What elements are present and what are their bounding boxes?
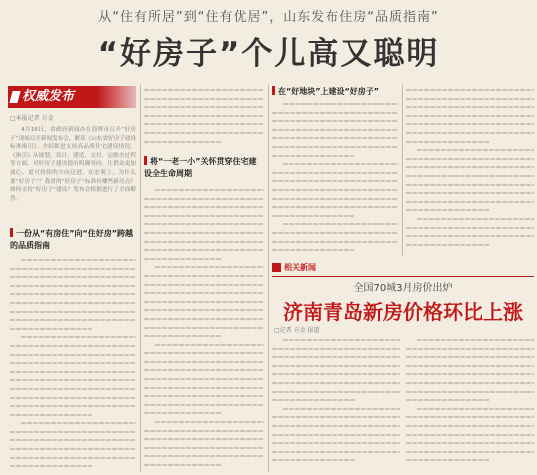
article-column-2-lower — [144, 186, 264, 472]
section-tag-mark — [9, 91, 20, 103]
article-column-3-body — [272, 100, 398, 256]
subhead-2-text: 在“好地块”上建设“好房子” — [278, 87, 380, 96]
related-news-tag — [272, 260, 352, 276]
related-news-kicker: 全国70城3月房价出炉 — [353, 283, 453, 294]
article-column-2-body — [144, 86, 264, 150]
section-tag — [8, 86, 136, 108]
byline: □本报记者 方金 — [10, 115, 54, 122]
subhead-bar — [272, 86, 275, 95]
divider — [268, 84, 269, 472]
divider — [402, 84, 403, 256]
related-column-1-body — [272, 336, 400, 472]
lead-text: 4月16日，省政府新闻办在淄博市召开“好房子”现场召开新闻发布会，解读《山东省好房子建设标准指引》。介绍推进支持高品质住宅建设情况。《指引》从规划、设计、建造、交付、运维全过程等方面，对好房子建设提出明确导向，让群众更加放心、更可持续的方向迈进。在宏观上，为什么要“好房子”？我省的“好房子”标准有哪些新亮点？如何支持“好房子”建设？发布会根据进行了全面解答。 — [10, 127, 136, 202]
subhead-bar — [144, 156, 147, 165]
divider — [140, 84, 141, 472]
page-title: “好房子”个儿高又聪明 — [97, 36, 440, 72]
article-column-1-body — [10, 256, 136, 470]
related-news-rule — [272, 276, 534, 277]
related-column-2-body — [406, 336, 534, 472]
kicker: 从“住有所居”到“住有优居”，山东发布住房“品质指南” — [98, 10, 439, 25]
related-news-label: 相关新闻 — [284, 263, 316, 272]
lead-paragraph — [10, 126, 136, 222]
subhead-1-text: 一份从“有房住”向“住好房”跨越的品质指南 — [10, 229, 134, 250]
subhead-bar — [10, 228, 13, 237]
related-news-marker — [272, 263, 281, 272]
subhead-3-text: 将“一老一小”关怀贯穿住宅建设全生命周期 — [144, 157, 257, 178]
subhead-1 — [10, 228, 136, 252]
subhead-3 — [144, 156, 264, 180]
related-news-byline: □记者 方金 报道 — [274, 327, 320, 334]
related-news-headline: 济南青岛新房价格环比上涨 — [283, 300, 523, 324]
subhead-2 — [272, 86, 400, 98]
section-tag-label: 权威发布 — [22, 89, 75, 104]
article-column-4-body — [406, 86, 534, 256]
